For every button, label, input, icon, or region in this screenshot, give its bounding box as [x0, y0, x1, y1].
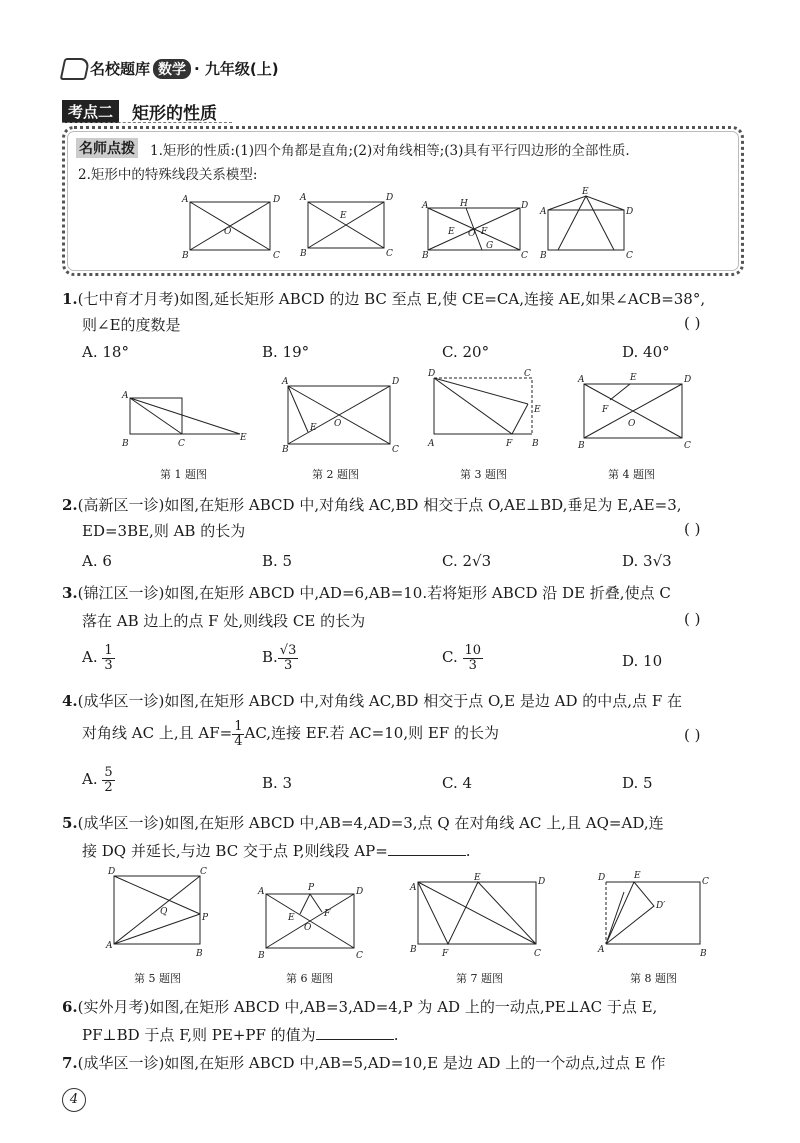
figures-1-4 — [118, 368, 708, 458]
svg-text:B: B — [258, 951, 265, 961]
q3-line-2: 落在 AB 边上的点 F 处,则线段 CE 的长为 — [82, 612, 366, 630]
figures-5-8 — [100, 866, 720, 962]
figure-6-caption: 第 6 题图 — [286, 972, 333, 985]
q5-answer-blank[interactable] — [388, 843, 466, 856]
svg-text:D: D — [108, 867, 116, 877]
svg-text:D: D — [356, 887, 364, 897]
figure-1-caption: 第 1 题图 — [160, 468, 207, 481]
q3-option-c: C. $\frac{10}{3}$ — [442, 643, 482, 673]
q3-option-d: D. 10 — [622, 652, 663, 670]
svg-text:B: B — [532, 439, 539, 449]
svg-text:F: F — [506, 439, 513, 449]
svg-text:C: C — [702, 877, 709, 887]
svg-text:F: F — [442, 949, 449, 959]
svg-text:B: B — [540, 251, 547, 261]
svg-text:E: E — [630, 373, 637, 383]
svg-text:C: C — [386, 249, 393, 259]
figure-5-caption: 第 5 题图 — [134, 972, 181, 985]
figure-5 — [105, 867, 209, 959]
tips-tag: 名师点拨 — [76, 138, 138, 158]
q2-option-a: A. 6 — [82, 552, 112, 570]
figure-3-caption: 第 3 题图 — [460, 468, 507, 481]
svg-text:P: P — [202, 913, 209, 923]
book-logo-icon — [60, 58, 91, 80]
svg-text:B: B — [182, 251, 189, 261]
svg-text:B: B — [282, 445, 289, 455]
svg-text:C: C — [534, 949, 541, 959]
svg-text:B: B — [578, 441, 585, 451]
figure-8-caption: 第 8 题图 — [630, 972, 677, 985]
q1-line-2: 则∠E的度数是 — [82, 316, 181, 334]
q2-option-d: D. 3√3 — [622, 552, 672, 570]
svg-text:F: F — [481, 227, 488, 237]
svg-text:B: B — [422, 251, 429, 261]
svg-text:A: A — [578, 375, 585, 385]
svg-text:A: A — [422, 201, 429, 211]
svg-text:C: C — [273, 251, 280, 261]
svg-text:D: D — [386, 193, 394, 203]
q5-line-2: 接 DQ 并延长,与边 BC 交于点 P,则线段 AP= . — [82, 842, 471, 860]
q7-line-1: 7.(成华区一诊)如图,在矩形 ABCD 中,AB=5,AD=10,E 是边 AD 上的一个动点,过点 E 作 — [62, 1054, 666, 1072]
q4-line-1: 4.(成华区一诊)如图,在矩形 ABCD 中,对角线 AC,BD 相交于点 O,E 是边 AD 的中点,点 F 在 — [62, 692, 683, 710]
tip-figure-3 — [421, 199, 528, 261]
svg-text:A: A — [182, 195, 189, 205]
grade-label: · 九年级(上) — [194, 60, 279, 78]
svg-text:A: A — [540, 207, 547, 217]
svg-text:A: A — [300, 193, 307, 203]
q3-line-1: 3.(锦江区一诊)如图,在矩形 ABCD 中,AD=6,AB=10.若将矩形 ABCD 沿 DE 折叠,使点 C — [62, 584, 671, 602]
q4-option-a: A. $\frac{5}{2}$ — [82, 765, 113, 795]
tips-figures — [176, 187, 634, 264]
svg-text:B: B — [410, 945, 417, 955]
q2-line-2: ED=3BE,则 AB 的长为 — [82, 522, 246, 540]
q6-answer-blank[interactable] — [316, 1027, 394, 1040]
series-name: 名校题库 — [90, 60, 151, 78]
q2-line-1: 2.(高新区一诊)如图,在矩形 ABCD 中,对角线 AC,BD 相交于点 O,AE⊥BD,垂足为 E,AE=3, — [62, 496, 682, 514]
figure-4 — [577, 373, 691, 451]
svg-text:C: C — [626, 251, 633, 261]
q4-answer-paren: ( ) — [684, 726, 701, 744]
svg-text:E: E — [288, 913, 295, 923]
svg-text:C: C — [200, 867, 207, 877]
svg-text:H: H — [460, 199, 468, 209]
svg-text:E: E — [310, 423, 317, 433]
tips-line-2: 2.矩形中的特殊线段关系模型: — [78, 167, 258, 183]
q3-option-b: B. $\frac{√3}{3}$ — [262, 643, 297, 673]
svg-text:E: E — [240, 433, 247, 443]
q1-option-c: C. 20° — [442, 343, 490, 361]
svg-text:D: D — [684, 375, 692, 385]
svg-text:G: G — [486, 241, 494, 251]
q2-option-b: B. 5 — [262, 552, 293, 570]
svg-text:D: D — [273, 195, 281, 205]
svg-text:D: D — [626, 207, 634, 217]
svg-text:C: C — [521, 251, 528, 261]
svg-text:E: E — [634, 871, 641, 881]
q4-line-2: 对角线 AC 上,且 AF= $\frac{1}{4}$ AC,连接 EF.若 AC=10,则 EF 的长为 — [82, 719, 499, 749]
svg-text:A: A — [106, 941, 113, 951]
svg-text:P: P — [308, 883, 315, 893]
figure-3 — [427, 369, 541, 449]
figure-4-caption: 第 4 题图 — [608, 468, 655, 481]
svg-text:D: D — [521, 201, 529, 211]
q3-answer-paren: ( ) — [684, 610, 701, 628]
svg-text:B: B — [700, 949, 707, 959]
svg-text:O: O — [304, 923, 312, 933]
svg-text:A: A — [122, 391, 129, 401]
topic-underline — [62, 122, 232, 123]
topic-tag: 考点二 — [62, 100, 119, 123]
svg-text:A: A — [598, 945, 605, 955]
q1-option-d: D. 40° — [622, 343, 670, 361]
svg-text:B: B — [122, 439, 129, 449]
svg-text:O: O — [334, 419, 342, 429]
svg-text:E: E — [340, 211, 347, 221]
svg-text:C: C — [356, 951, 363, 961]
figure-7-caption: 第 7 题图 — [456, 972, 503, 985]
svg-text:D′: D′ — [656, 901, 666, 911]
figure-2 — [281, 377, 399, 455]
svg-text:D: D — [428, 369, 436, 379]
q4-option-d: D. 5 — [622, 774, 653, 792]
svg-text:O: O — [224, 227, 232, 237]
svg-text:D: D — [598, 873, 606, 883]
figure-6 — [257, 883, 363, 961]
q6-line-1: 6.(实外月考)如图,在矩形 ABCD 中,AB=3,AD=4,P 为 AD 上的一动点,PE⊥AC 于点 E, — [62, 998, 658, 1016]
svg-text:B: B — [300, 249, 307, 259]
page-number: 4 — [62, 1088, 86, 1112]
q1-option-b: B. 19° — [262, 343, 310, 361]
svg-text:D: D — [538, 877, 546, 887]
svg-text:A: A — [428, 439, 435, 449]
figure-1 — [121, 391, 247, 449]
q2-option-c: C. 2√3 — [442, 552, 492, 570]
svg-text:O: O — [628, 419, 636, 429]
svg-text:F: F — [602, 405, 609, 415]
tips-line-1: 1.矩形的性质:(1)四个角都是直角;(2)对角线相等;(3)具有平行四边形的全部性质. — [150, 143, 630, 159]
svg-text:E: E — [448, 227, 455, 237]
svg-text:E: E — [474, 873, 481, 883]
svg-text:C: C — [392, 445, 399, 455]
q1-option-a: A. 18° — [82, 343, 129, 361]
running-header — [90, 58, 279, 79]
svg-text:E: E — [534, 405, 541, 415]
q1-answer-paren: ( ) — [684, 314, 701, 332]
svg-text:C: C — [524, 369, 531, 379]
svg-text:O: O — [468, 229, 476, 239]
tip-figure-2 — [299, 193, 393, 259]
svg-text:A: A — [258, 887, 265, 897]
q4-option-b: B. 3 — [262, 774, 293, 792]
q3-option-a: A. $\frac{1}{3}$ — [82, 643, 113, 673]
svg-text:E: E — [582, 187, 589, 197]
q6-line-2: PF⊥BD 于点 F,则 PE+PF 的值为 . — [82, 1026, 399, 1044]
svg-text:F: F — [324, 909, 331, 919]
subject-badge: 数学 — [153, 59, 191, 79]
figure-8 — [597, 871, 709, 959]
figure-7 — [409, 873, 545, 959]
q1-line-1: 1.(七中育才月考)如图,延长矩形 ABCD 的边 BC 至点 E,使 CE=CA,连接 AE,如果∠ACB=38°, — [62, 290, 706, 308]
svg-text:C: C — [684, 441, 691, 451]
svg-text:D: D — [392, 377, 400, 387]
svg-text:A: A — [410, 883, 417, 893]
svg-text:Q: Q — [160, 907, 168, 917]
svg-text:C: C — [178, 439, 185, 449]
q5-line-1: 5.(成华区一诊)如图,在矩形 ABCD 中,AB=4,AD=3,点 Q 在对角线 AC 上,且 AQ=AD,连 — [62, 814, 664, 832]
figure-2-caption: 第 2 题图 — [312, 468, 359, 481]
tip-figure-1 — [181, 195, 280, 261]
svg-text:A: A — [282, 377, 289, 387]
topic-title: 矩形的性质 — [132, 104, 217, 124]
q2-answer-paren: ( ) — [684, 520, 701, 538]
svg-text:B: B — [196, 949, 203, 959]
q4-option-c: C. 4 — [442, 774, 473, 792]
